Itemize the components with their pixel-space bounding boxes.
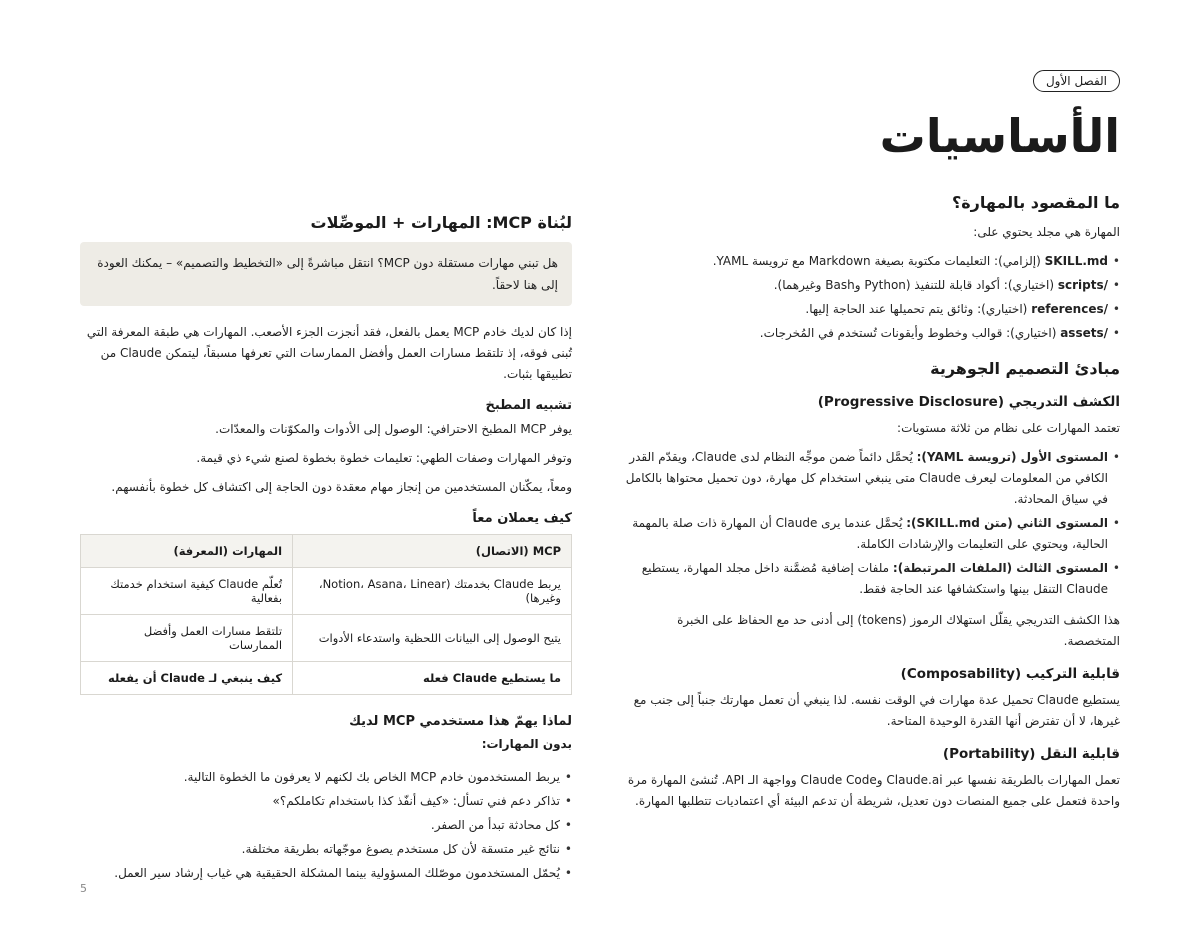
- table-cell: ما يستطيع Claude فعله: [293, 662, 572, 695]
- list-item: • SKILL.md (إلزامي): التعليمات مكتوبة بصيغة Markdown مع ترويسة YAML.: [620, 251, 1120, 272]
- mcp-intro: إذا كان لديك خادم MCP يعمل بالفعل، فقد أنجزت الجزء الأصعب. المهارات هي طبقة المعرفة التي تُبنى فوقه، إذ تلتقط مسارات العمل وأفضل الممارسات التي تعرفها مسبقاً، ليتمكن Claude من تطبيقها بثبات.: [86, 325, 572, 381]
- progressive-outro: هذا الكشف التدريجي يقلّل استهلاك الرموز (tokens) إلى أدنى حد مع الحفاظ على الخبرة المتخصصة.: [677, 613, 1120, 648]
- list-item: • المستوى الثاني (متن SKILL.md): يُحمَّل عندما يرى Claude أن المهارة ذات صلة بالمهمة الحالية، ويحتوي على التعليمات والإرشادات الكاملة.: [620, 513, 1120, 555]
- table-cell: تُعلّم Claude كيفية استخدام خدمتك بفعالية: [81, 568, 293, 615]
- table-cell: كيف ينبغي لـ Claude أن يفعله: [81, 662, 293, 695]
- list-item: • /scripts (اختياري): أكواد قابلة للتنفيذ (Python وBash وغيرهما).: [620, 275, 1120, 296]
- mcp-heading: لبُناة MCP: المهارات + الموصِّلات: [310, 213, 572, 232]
- table-row: [81, 662, 572, 695]
- list-item: • /assets (اختياري): قوالب وخطوط وأيقونات تُستخدم في المُخرجات.: [620, 323, 1120, 344]
- table-cell: تلتقط مسارات العمل وأفضل الممارسات: [81, 615, 293, 662]
- portability-heading: قابلية النقل (Portability): [942, 746, 1120, 762]
- skill-definition-heading: ما المقصود بالمهارة؟: [951, 193, 1120, 212]
- mcp-callout: هل تبني مهارات مستقلة دون MCP؟ انتقل مباشرةً إلى «التخطيط والتصميم» – يمكنك العودة إلى هنا لاحقاً.: [80, 242, 572, 306]
- comparison-table: [80, 534, 572, 695]
- skill-definition-intro: المهارة هي مجلد يحتوي على:: [973, 225, 1120, 239]
- why-heading: لماذا يهمّ هذا مستخدمي MCP لديك: [349, 714, 572, 729]
- kitchen-line: وتوفر المهارات وصفات الطهي: تعليمات خطوة بخطوة لصنع شيء ذي قيمة.: [196, 451, 572, 465]
- principles-heading: مبادئ التصميم الجوهرية: [930, 359, 1120, 378]
- composability-text: يستطيع Claude تحميل عدة مهارات في الوقت نفسه. لذا ينبغي أن تعمل مهارتك جنباً إلى جنب مع غيرها، لا أن تفترض أنها القدرة الوحيدة المتاحة.: [633, 693, 1120, 728]
- left-column: [80, 212, 572, 894]
- table-row: [81, 615, 572, 662]
- table-header: MCP (الاتصال): [293, 535, 572, 568]
- right-column: [620, 70, 1120, 820]
- portability-text: تعمل المهارات بالطريقة نفسها عبر Claude.ai وClaude Code وواجهة الـ API. تُنشئ المهارة مرة واحدة فتعمل على جميع المنصات دون تعديل، شريطة أن تدعم البيئة أي اعتماديات تتطلبها المهارة.: [627, 773, 1120, 808]
- table-cell: يتيح الوصول إلى البيانات اللحظية واستدعاء الأدوات: [293, 615, 572, 662]
- skill-contents-list: [620, 251, 1120, 344]
- kitchen-line: ومعاً، يمكّنان المستخدمين من إنجاز مهام معقدة دون الحاجة إلى اكتشاف كل خطوة بأنفسهم.: [111, 480, 572, 494]
- chapter-badge: الفصل الأول: [1033, 70, 1120, 92]
- together-heading: كيف يعملان معاً: [472, 511, 572, 526]
- page-number: 5: [80, 882, 87, 895]
- list-item: • يربط المستخدمون خادم MCP الخاص بك لكنهم لا يعرفون ما الخطوة التالية.: [80, 767, 572, 788]
- table-header: المهارات (المعرفة): [81, 535, 293, 568]
- chapter-title: الأساسيات: [879, 109, 1120, 163]
- list-item: • المستوى الأول (ترويسة YAML): يُحمَّل دائماً ضمن موجِّه النظام لدى Claude، ويقدّم القدر الكافي من المعلومات ليعرف Claude متى ينبغي استخدام كل مهارة، دون تحميل محتواها بالكامل في سياق المحادثة.: [620, 447, 1120, 510]
- without-skills-subheading: بدون المهارات:: [481, 737, 572, 751]
- list-item: • المستوى الثالث (الملفات المرتبطة): ملفات إضافية مُضمَّنة داخل مجلد المهارة، يستطيع Claude التنقل بينها واستكشافها عند الحاجة فقط.: [620, 558, 1120, 600]
- without-skills-list: [80, 767, 572, 884]
- composability-heading: قابلية التركيب (Composability): [900, 666, 1120, 682]
- list-item: • تذاكر دعم فني تسأل: «كيف أنفّذ كذا باستخدام تكاملكم؟»: [80, 791, 572, 812]
- table-cell: يربط Claude بخدمتك (Notion، Asana، Linear، وغيرها): [293, 568, 572, 615]
- kitchen-analogy-heading: تشبيه المطبخ: [485, 398, 572, 413]
- list-item: • كل محادثة تبدأ من الصفر.: [80, 815, 572, 836]
- table-row: [81, 568, 572, 615]
- table-header-row: [81, 535, 572, 568]
- progressive-intro: تعتمد المهارات على نظام من ثلاثة مستويات:: [897, 421, 1120, 435]
- list-item: • نتائج غير متسقة لأن كل مستخدم يصوغ موجّهاته بطريقة مختلفة.: [80, 839, 572, 860]
- kitchen-line: يوفر MCP المطبخ الاحترافي: الوصول إلى الأدوات والمكوّنات والمعدّات.: [215, 422, 572, 436]
- progressive-disclosure-heading: الكشف التدريجي (Progressive Disclosure): [817, 394, 1120, 410]
- list-item: • /references (اختياري): وثائق يتم تحميلها عند الحاجة إليها.: [620, 299, 1120, 320]
- levels-list: [620, 447, 1120, 600]
- list-item: • يُحمّل المستخدمون موصّلك المسؤولية بينما المشكلة الحقيقية هي غياب إرشاد سير العمل.: [80, 863, 572, 884]
